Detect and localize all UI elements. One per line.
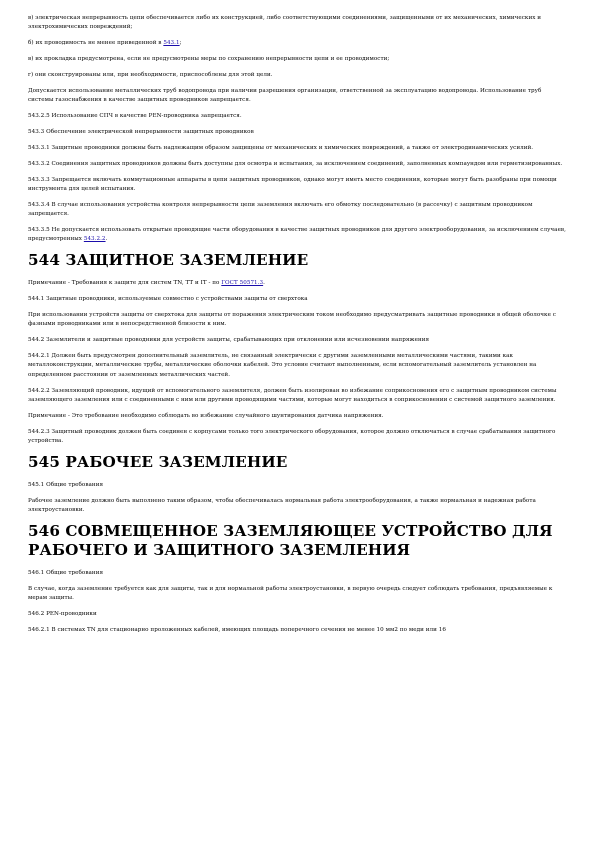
paragraph (28, 160, 568, 169)
paragraph-text-after-link: . (263, 280, 265, 287)
reference-link[interactable]: ГОСТ 50571.3 (221, 280, 264, 287)
paragraph-text: В случае, когда заземление требуется как для защиты, так и для нормальной работы электроустановки, в первую очередь следует соблюдать требования, предъявляемые к мерам защиты. (28, 585, 553, 602)
paragraph (28, 279, 568, 288)
paragraph-text: 544.2.2 Заземляющий проводник, идущий от вспомогательного заземлителя, должен быть изолирован во избежание соприкосновения его с защитным проводником системы заземляющего заземления или с соединенными с ним или другими проводящими частями, которые могут находиться в соприкосновении с системой защитного заземления. (28, 387, 557, 403)
paragraph-text: 544.1 Защитные проводники, используемые совместно с устройствами защиты от сверхтока (28, 296, 308, 303)
paragraph (28, 295, 568, 304)
paragraph (28, 71, 568, 80)
section-heading (28, 251, 568, 270)
paragraph (28, 497, 568, 516)
paragraph-text: 543.3 Обеспечение электрической непрерывности защитных проводников (28, 128, 254, 135)
paragraph (28, 39, 568, 48)
paragraph-text: 546.2.1 В системах TN для стационарно проложенных кабелей, имеющих площадь поперечного сечения не менее 10 мм2 по меди или 16 (28, 626, 446, 633)
reference-link[interactable]: 543.1 (163, 40, 180, 47)
paragraph (28, 128, 568, 137)
document-page (28, 14, 568, 642)
paragraph-text: 543.3.5 Не допускается использовать открытые проводящие части оборудования в качестве защитных проводников для другого электрооборудования, за исключением случаев, предусмотренных (28, 226, 566, 243)
paragraph-text: б) их проводимость не менее приведенной в (28, 40, 164, 47)
paragraph (28, 428, 568, 447)
paragraph-text: 546.2 PEN-проводники (28, 610, 97, 617)
paragraph-text: Допускается использование металлических труб водопровода при наличии разрешения организации, ответственной за эксплуатацию водопровода. Использование труб системы газоснабжения в качестве защитных проводников запрещается. (28, 87, 542, 104)
paragraph-text: г) они сконструированы или, при необходимости, приспособлены для этой цели. (28, 71, 273, 78)
reference-link[interactable]: 543.2.2 (83, 236, 106, 243)
paragraph-text: 544.2 Заземлители и защитные проводники для устройств защиты, срабатывающих при отклонении или исчезновении напряжения (28, 337, 430, 344)
paragraph-text: 543.3.1 Защитные проводники должны быть надлежащим образом защищены от механических и химических повреждений, а также от электродинамических усилий. (28, 144, 534, 151)
paragraph (28, 87, 568, 106)
paragraph-text: 543.3.3 Запрещается включать коммутационные аппараты в цепи защитных проводников, однако могут иметь место соединения, которые могут быть разобраны при помощи инструмента для целей испытания. (28, 176, 557, 192)
paragraph (28, 610, 568, 619)
paragraph (28, 387, 568, 406)
paragraph-text: Примечание - Требования к защите для систем TN, TT и IT - по (28, 280, 222, 287)
paragraph (28, 352, 568, 380)
paragraph (28, 201, 568, 220)
paragraph-text: При использовании устройств защиты от сверхтока для защиты от поражения электрическим током необходимо предусматривать защитные проводники в общей оболочке с фазными проводниками или в непосредственной близости к ним. (28, 311, 556, 328)
paragraph (28, 144, 568, 153)
paragraph (28, 626, 568, 635)
paragraph-text-after-link: . (105, 236, 108, 243)
paragraph (28, 585, 568, 604)
paragraph-text: Примечание - Это требование необходимо соблюдать во избежание случайного шунтирования датчика напряжения. (28, 412, 384, 419)
paragraph (28, 412, 568, 421)
paragraph-text: 546 СОВМЕЩЕННОЕ ЗАЗЕМЛЯЮЩЕЕ УСТРОЙСТВО ДЛЯ РАБОЧЕГО И ЗАЩИТНОГО ЗАЗЕМЛЕНИЯ (28, 521, 553, 559)
section-heading (28, 453, 568, 472)
paragraph-text-after-link: ; (179, 40, 182, 47)
paragraph (28, 176, 568, 195)
paragraph-text: 543.3.4 В случае использования устройства контроля непрерывности цепи заземления включать его обмотку последовательно (в рассечку) с защитным проводником запрещается. (28, 201, 533, 218)
paragraph-text: Рабочее заземление должно быть выполнено таким образом, чтобы обеспечивалась нормальная работа электрооборудования, а также нормальная и надежная работа электроустановки. (28, 497, 536, 513)
paragraph-text: в) электрическая непрерывность цепи обеспечивается либо их конструкцией, либо соответствующими соединениями, защищенными от их механических, химических и электрохимических повреждений; (28, 15, 542, 31)
paragraph (28, 481, 568, 490)
paragraph (28, 14, 568, 33)
paragraph (28, 226, 568, 245)
paragraph-text: 545 РАБОЧЕЕ ЗАЗЕМЛЕНИЕ (28, 452, 288, 471)
paragraph-text: в) их прокладка предусмотрена, если не предусмотрены меры по сохранению непрерывности цепи и ее проводимости; (28, 56, 390, 63)
paragraph-text: 544.2.1 Должен быть предусмотрен дополнительный заземлитель, не связанный электрически с другими заземленными металлическими частями, такими как металлоконструкции, металлические трубы, металлические оболочки кабелей. Это условие считают выполненным, если вспомогательный заземлитель установлен на определенном расстоянии от заземленных металлических частей. (28, 353, 537, 378)
paragraph (28, 569, 568, 578)
paragraph-text: 545.1 Общие требования (28, 481, 104, 488)
paragraph-text: 543.2.5 Использование СПЧ в качестве PEN-проводника запрещается. (28, 113, 242, 120)
paragraph-text: 546.1 Общие требования (28, 569, 104, 576)
paragraph-text: 544 ЗАЩИТНОЕ ЗАЗЕМЛЕНИЕ (28, 251, 309, 270)
section-heading (28, 522, 568, 560)
paragraph-text: 543.3.2 Соединения защитных проводников должны быть доступны для осмотра и испытания, за исключением соединений, заполненных компаундом или герметизированных. (28, 160, 563, 167)
paragraph-text: 544.2.3 Защитный проводник должен быть соединен с корпусами только того электрического оборудования, которое должно отключаться в случае срабатывания защитного устройства. (28, 428, 556, 444)
paragraph (28, 311, 568, 330)
paragraph (28, 112, 568, 121)
paragraph (28, 55, 568, 64)
paragraph (28, 336, 568, 345)
